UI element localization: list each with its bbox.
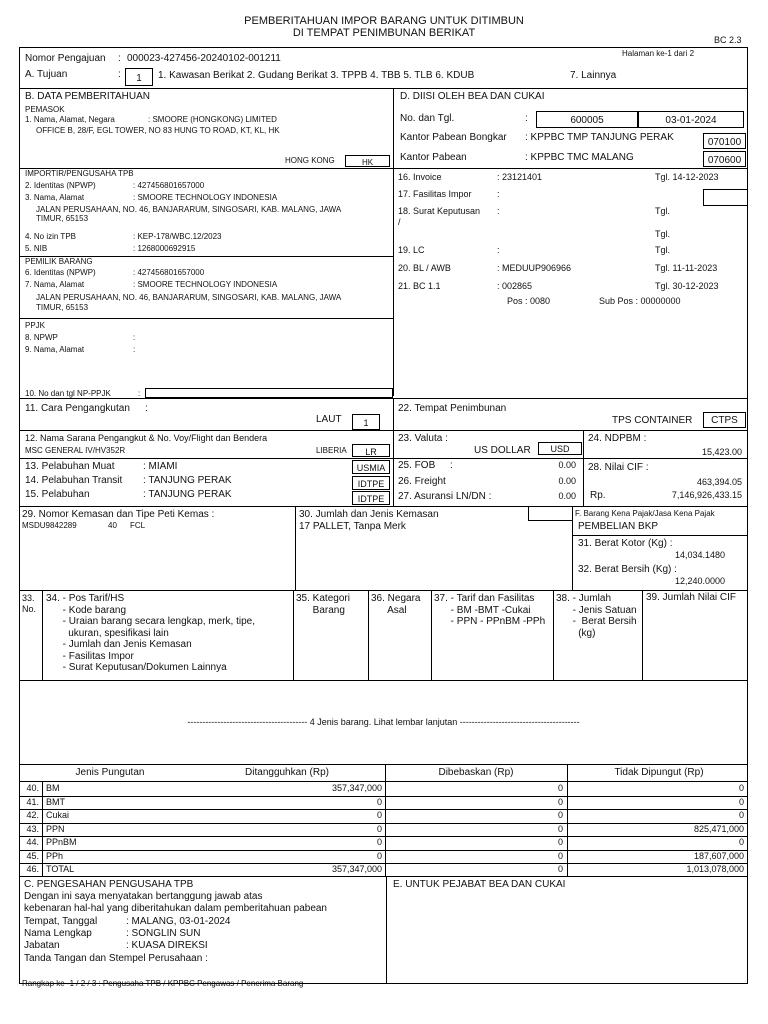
pungutan-row-tidak-dipungut: 1,013,078,000 bbox=[686, 864, 744, 874]
pungutan-row-name: Cukai bbox=[46, 810, 70, 820]
surat-tgl: Tgl. bbox=[655, 206, 671, 216]
pemasok-country: HONG KONG bbox=[285, 156, 335, 165]
divider bbox=[393, 88, 394, 396]
jabatan-label: Jabatan bbox=[24, 940, 60, 951]
divider bbox=[19, 88, 748, 89]
divider bbox=[553, 590, 554, 680]
no-tgl-colon: : bbox=[525, 113, 528, 124]
divider bbox=[19, 823, 748, 824]
pengesahan-line2: kebenaran hal-hal yang diberitahukan dalam pemberitahuan pabean bbox=[24, 903, 327, 914]
nama-label: 3. Nama, Alamat bbox=[25, 193, 85, 202]
ppjk-np-label: 10. No dan tgl NP-PPJK bbox=[25, 389, 111, 398]
lc-label: 19. LC bbox=[398, 245, 425, 255]
tujuan-value-box: 1 bbox=[125, 68, 153, 86]
berat-kotor: 14,034.1480 bbox=[674, 550, 725, 560]
pemasok-country-code: HK bbox=[345, 155, 390, 167]
tempat: TPS CONTAINER bbox=[612, 415, 693, 426]
col-38-header: 38. - Jumlah - Jenis Satuan - Berat Bersih (kg) bbox=[556, 593, 637, 639]
invoice-label: 16. Invoice bbox=[398, 172, 442, 182]
bendera: LIBERIA bbox=[316, 446, 347, 455]
form-title-line1: PEMBERITAHUAN IMPOR BARANG UNTUK DITIMBUN bbox=[244, 15, 524, 27]
pungutan-header-jenis: Jenis Pungutan bbox=[75, 767, 145, 778]
pemilik-npwp-label: 6. Identitas (NPWP) bbox=[25, 268, 96, 277]
ppjk-np-box bbox=[145, 388, 393, 398]
fob-label: 25. FOB bbox=[398, 460, 436, 471]
section-b-title: B. DATA PEMBERITAHUAN bbox=[25, 91, 151, 102]
pungutan-row-tidak-dipungut: 0 bbox=[738, 796, 744, 807]
pungutan-row-dibebaskan: 0 bbox=[557, 783, 563, 793]
divider bbox=[19, 590, 748, 591]
fasilitas-colon: : bbox=[497, 189, 500, 199]
pungutan-row-dibebaskan: 0 bbox=[557, 823, 563, 834]
divider bbox=[19, 836, 748, 837]
pungutan-row-ditangguhkan: 357,347,000 bbox=[331, 864, 382, 874]
pungutan-row-dibebaskan: 0 bbox=[557, 837, 563, 847]
pemasok-title: PEMASOK bbox=[25, 105, 65, 114]
continuation-note: ---------------------------------------- 4 Jenis barang. Lihat lembar lanjutan ---------------------------------------- bbox=[187, 717, 580, 727]
divider bbox=[386, 876, 387, 984]
bc11-label: 21. BC 1.1 bbox=[398, 281, 441, 291]
pemilik-name: : SMOORE TECHNOLOGY INDONESIA bbox=[133, 280, 278, 289]
transit-label: 14. Pelabuhan Transit bbox=[25, 475, 123, 486]
bkp: PEMBELIAN BKP bbox=[578, 521, 659, 532]
divider bbox=[19, 430, 748, 431]
ndpbm: 15,423.00 bbox=[701, 447, 742, 457]
cara-label: 11. Cara Pengangkutan bbox=[25, 403, 130, 414]
pungutan-row-ditangguhkan: 0 bbox=[376, 810, 382, 820]
pemilik-address-1: JALAN PERUSAHAAN, NO. 46, BANJARARUM, SINGOSARI, KAB. MALANG, JAWA bbox=[36, 293, 342, 302]
asuransi: 0.00 bbox=[558, 491, 576, 501]
pemilik-npwp: : 427456801657000 bbox=[133, 268, 205, 277]
nama-lengkap: : SONGLIN SUN bbox=[126, 928, 201, 939]
npwp-label: 2. Identitas (NPWP) bbox=[25, 181, 96, 190]
col-33-header: 33. No. bbox=[22, 593, 37, 614]
pungutan-row-no: 41. bbox=[26, 796, 39, 807]
pungutan-row-tidak-dipungut: 825,471,000 bbox=[693, 823, 744, 834]
fob: 0.00 bbox=[558, 460, 576, 470]
freight: 0.00 bbox=[558, 476, 576, 486]
valuta-label: 23. Valuta : bbox=[398, 433, 448, 444]
divider bbox=[431, 590, 432, 680]
bendera-code: LR bbox=[352, 444, 390, 457]
lc-colon: : bbox=[497, 245, 500, 255]
tujuan-label: A. Tujuan bbox=[25, 69, 68, 80]
rp-value: 7,146,926,433.15 bbox=[671, 490, 742, 500]
ppjk-npwp-colon: : bbox=[133, 333, 136, 342]
container-no: MSDU9842289 bbox=[22, 521, 77, 530]
divider bbox=[295, 506, 296, 590]
divider bbox=[368, 590, 369, 680]
fasilitas-label: 17. Fasilitas Impor bbox=[398, 189, 472, 199]
col-36-header: 36. Negara Asal bbox=[371, 593, 421, 616]
bl-tgl: Tgl. 11-11-2023 bbox=[655, 263, 718, 273]
pungutan-row-dibebaskan: 0 bbox=[557, 850, 563, 861]
importir-address-1: JALAN PERUSAHAAN, NO. 46, BANJARARUM, SINGOSARI, KAB. MALANG, JAWA bbox=[36, 205, 342, 214]
bc11-pos: Pos : 0080 bbox=[507, 296, 551, 306]
cara-colon: : bbox=[145, 403, 148, 414]
divider bbox=[642, 590, 643, 680]
tujuan-options: 1. Kawasan Berikat 2. Gudang Berikat 3. TPPB 4. TBB 5. TLB 6. KDUB bbox=[158, 70, 475, 81]
surat-colon: : bbox=[497, 206, 500, 216]
pungutan-header-tidak: Tidak Dipungut (Rp) bbox=[614, 767, 704, 778]
container-type: FCL bbox=[130, 521, 146, 530]
tempat-label: 22. Tempat Penimbunan bbox=[398, 403, 507, 414]
pungutan-row-ditangguhkan: 0 bbox=[376, 850, 382, 861]
divider bbox=[19, 506, 748, 507]
npwp: : 427456801657000 bbox=[133, 181, 205, 190]
divider bbox=[572, 506, 573, 590]
pemilik-address-2: TIMUR, 65153 bbox=[36, 303, 89, 312]
bc11: : 002865 bbox=[497, 281, 533, 291]
cara: LAUT bbox=[316, 414, 342, 425]
kantor-pabean-code: 070600 bbox=[703, 151, 746, 167]
bc11-subpos: Sub Pos : 00000000 bbox=[599, 296, 681, 306]
cif-label: 28. Nilai CIF : bbox=[588, 462, 649, 473]
pungutan-row-ditangguhkan: 357,347,000 bbox=[331, 783, 382, 793]
divider bbox=[19, 781, 748, 782]
pungutan-row-no: 43. bbox=[26, 823, 39, 834]
ndpbm-label: 24. NDPBM : bbox=[588, 433, 647, 444]
pungutan-row-name: BM bbox=[46, 783, 60, 793]
pungutan-row-name: PPh bbox=[46, 850, 64, 861]
pungutan-row-name: TOTAL bbox=[46, 864, 75, 874]
col-37-header: 37. - Tarif dan Fasilitas - BM -BMT -Cukai - PPN - PPnBM -PPh bbox=[434, 593, 546, 627]
muat-code: USMIA bbox=[352, 460, 390, 474]
section-c-title: C. PENGESAHAN PENGUSAHA TPB bbox=[24, 879, 194, 890]
valuta-code: USD bbox=[538, 442, 582, 455]
tempat-tanggal: : MALANG, 03-01-2024 bbox=[126, 916, 231, 927]
ppjk-npwp-label: 8. NPWP bbox=[25, 333, 58, 342]
form-code: BC 2.3 bbox=[714, 35, 742, 45]
pemilik-title: PEMILIK BARANG bbox=[25, 257, 93, 266]
kantor-pabean-label: Kantor Pabean bbox=[400, 152, 467, 163]
kemasan-box bbox=[528, 506, 573, 521]
pungutan-row-dibebaskan: 0 bbox=[557, 796, 563, 807]
tempat-tanggal-label: Tempat, Tanggal bbox=[24, 916, 98, 927]
tujuan-lainnya: 7. Lainnya bbox=[570, 70, 617, 81]
jumlah-kemasan: 17 PALLET, Tanpa Merk bbox=[299, 521, 406, 532]
jumlah-kemasan-label: 30. Jumlah dan Jenis Kemasan bbox=[299, 509, 439, 520]
importir-title: IMPORTIR/PENGUSAHA TPB bbox=[25, 169, 134, 178]
form-title-line2: DI TEMPAT PENIMBUNAN BERIKAT bbox=[292, 27, 476, 39]
nomor-pengajuan: 000023-427456-20240102-001211 bbox=[127, 53, 281, 64]
transit-code: IDTPE bbox=[352, 476, 390, 490]
bc11-tgl: Tgl. 30-12-2023 bbox=[655, 281, 719, 291]
ppjk-np-colon: : bbox=[138, 389, 141, 398]
divider bbox=[19, 764, 748, 765]
bl: : MEDUUP906966 bbox=[497, 263, 572, 273]
col-39-header: 39. Jumlah Nilai CIF bbox=[646, 592, 737, 603]
jabatan: : KUASA DIREKSI bbox=[126, 940, 208, 951]
muat: : MIAMI bbox=[143, 461, 178, 472]
bc-tgl: 03-01-2024 bbox=[638, 111, 744, 128]
pelabuhan-code: IDTPE bbox=[352, 491, 390, 505]
pemilik-nama-label: 7. Nama, Alamat bbox=[25, 280, 85, 289]
divider bbox=[572, 535, 748, 536]
importir-name: : SMOORE TECHNOLOGY INDONESIA bbox=[133, 193, 278, 202]
ppjk-nama-label: 9. Nama, Alamat bbox=[25, 345, 85, 354]
pungutan-row-ditangguhkan: 0 bbox=[376, 837, 382, 847]
kantor-bongkar-label: Kantor Pabean Bongkar bbox=[400, 132, 507, 143]
section-e-title: E. UNTUK PEJABAT BEA DAN CUKAI bbox=[393, 879, 566, 890]
pungutan-header-ditangguhkan: Ditangguhkan (Rp) bbox=[245, 767, 329, 778]
nomor-pengajuan-label: Nomor Pengajuan bbox=[25, 53, 106, 64]
fasilitas-box bbox=[703, 189, 748, 206]
col-35-header: 35. Kategori Barang bbox=[296, 593, 350, 616]
invoice: : 23121401 bbox=[497, 172, 543, 182]
surat-label: 18. Surat Keputusan bbox=[398, 206, 481, 216]
divider bbox=[393, 398, 394, 506]
fob-colon: : bbox=[450, 460, 453, 471]
pungutan-row-dibebaskan: 0 bbox=[557, 810, 563, 820]
pungutan-row-name: PPnBM bbox=[46, 837, 77, 847]
invoice-tgl: Tgl. 14-12-2023 bbox=[655, 172, 719, 182]
pungutan-header-dibebaskan: Dibebaskan (Rp) bbox=[438, 767, 514, 778]
pelabuhan: : TANJUNG PERAK bbox=[143, 489, 232, 500]
no-tgl-label: No. dan Tgl. bbox=[400, 113, 455, 124]
container-size: 40 bbox=[108, 521, 117, 530]
divider bbox=[583, 458, 584, 506]
bkp-label: F. Barang Kena Pajak/Jasa Kena Pajak bbox=[575, 509, 715, 518]
izin-label: 4. No izin TPB bbox=[25, 232, 76, 241]
divider bbox=[583, 430, 584, 458]
divider bbox=[567, 764, 568, 876]
sarana-label: 12. Nama Sarana Pengangkut & No. Voy/Flight dan Bendera bbox=[25, 433, 268, 443]
pungutan-row-ditangguhkan: 0 bbox=[376, 796, 382, 807]
pemasok-name: : SMOORE (HONGKONG) LIMITED bbox=[148, 115, 277, 124]
pungutan-row-no: 44. bbox=[26, 837, 39, 847]
divider bbox=[19, 876, 748, 877]
page-indicator: Halaman ke-1 dari 2 bbox=[622, 49, 695, 58]
kantor-bongkar: : KPPBC TMP TANJUNG PERAK bbox=[525, 132, 674, 143]
nomor-pengajuan-colon: : bbox=[118, 53, 121, 64]
section-d-title: D. DIISI OLEH BEA DAN CUKAI bbox=[400, 91, 545, 102]
valuta: US DOLLAR bbox=[474, 445, 531, 456]
lc-tgl: Tgl. bbox=[655, 245, 671, 255]
rangkap-note: Rangkap ke -1 / 2 / 3 : Pengusaha TPB / KPPBC Pengawas / Penerima Barang bbox=[22, 979, 304, 988]
berat-kotor-label: 31. Berat Kotor (Kg) : bbox=[578, 538, 673, 549]
kantor-pabean: : KPPBC TMC MALANG bbox=[525, 152, 634, 163]
berat-bersih-label: 32. Berat Bersih (Kg) : bbox=[578, 564, 677, 575]
asuransi-label: 27. Asuransi LN/DN : bbox=[398, 491, 492, 502]
cara-code: 1 bbox=[352, 414, 380, 430]
nama-lengkap-label: Nama Lengkap bbox=[24, 928, 92, 939]
importir-address-2: TIMUR, 65153 bbox=[36, 214, 89, 223]
divider bbox=[19, 796, 748, 797]
pemasok-label: 1. Nama, Alamat, Negara bbox=[25, 115, 115, 124]
pungutan-row-ditangguhkan: 0 bbox=[376, 823, 382, 834]
pengesahan-line1: Dengan ini saya menyatakan bertanggung jawab atas bbox=[24, 891, 263, 902]
divider bbox=[293, 590, 294, 680]
pungutan-row-tidak-dipungut: 0 bbox=[738, 810, 744, 820]
nib: : 1268000692915 bbox=[133, 244, 196, 253]
transit: : TANJUNG PERAK bbox=[143, 475, 232, 486]
tempat-code: CTPS bbox=[703, 412, 746, 428]
surat-slash: / bbox=[398, 217, 401, 227]
pemasok-address: OFFICE B, 28/F, EGL TOWER, NO 83 HUNG TO ROAD, KT, KL, HK bbox=[36, 126, 280, 135]
pungutan-row-name: BMT bbox=[46, 796, 65, 807]
tujuan-colon: : bbox=[118, 69, 121, 80]
ttd-label: Tanda Tangan dan Stempel Perusahaan : bbox=[24, 953, 208, 964]
nib-label: 5. NIB bbox=[25, 244, 48, 253]
pungutan-row-dibebaskan: 0 bbox=[557, 864, 563, 874]
ppjk-nama-colon: : bbox=[133, 345, 136, 354]
pungutan-row-no: 45. bbox=[26, 850, 39, 861]
divider bbox=[19, 850, 748, 851]
ppjk-title: PPJK bbox=[25, 321, 46, 330]
divider bbox=[19, 458, 748, 459]
pelabuhan-label: 15. Pelabuhan bbox=[25, 489, 90, 500]
izin: : KEP-178/WBC.12/2023 bbox=[133, 232, 222, 241]
col-34-header: 34. - Pos Tarif/HS - Kode barang - Uraian barang secara lengkap, merk, tipe, ukuran, spesifikasi lain - Jumlah dan Jenis Kemasan - Fasilitas Impor - Surat Keputusan/Dokumen Lainnya bbox=[46, 593, 255, 673]
sarana: MSC GENERAL IV/HV352R bbox=[25, 446, 126, 455]
divider bbox=[385, 764, 386, 876]
kantor-bongkar-code: 070100 bbox=[703, 133, 746, 149]
pungutan-row-tidak-dipungut: 0 bbox=[738, 837, 744, 847]
pungutan-row-no: 42. bbox=[26, 810, 39, 820]
kemasan-label: 29. Nomor Kemasan dan Tipe Peti Kemas : bbox=[22, 509, 215, 520]
bl-label: 20. BL / AWB bbox=[398, 263, 451, 273]
bc-no: 600005 bbox=[536, 111, 638, 128]
muat-label: 13. Pelabuhan Muat bbox=[25, 461, 115, 472]
surat-tgl-2: Tgl. bbox=[655, 229, 671, 239]
divider bbox=[19, 398, 748, 399]
pungutan-row-no: 46. bbox=[26, 864, 39, 874]
divider bbox=[19, 318, 393, 319]
pungutan-row-tidak-dipungut: 0 bbox=[738, 783, 744, 793]
cif: 463,394.05 bbox=[696, 477, 742, 487]
berat-bersih: 12,240.0000 bbox=[674, 576, 725, 586]
pungutan-row-name: PPN bbox=[46, 823, 65, 834]
divider bbox=[19, 680, 748, 681]
divider bbox=[19, 863, 748, 864]
pungutan-row-tidak-dipungut: 187,607,000 bbox=[693, 850, 744, 861]
divider bbox=[19, 809, 748, 810]
pungutan-row-no: 40. bbox=[26, 783, 39, 793]
rp-label: Rp. bbox=[590, 490, 606, 501]
divider bbox=[42, 590, 43, 680]
freight-label: 26. Freight bbox=[398, 476, 446, 487]
